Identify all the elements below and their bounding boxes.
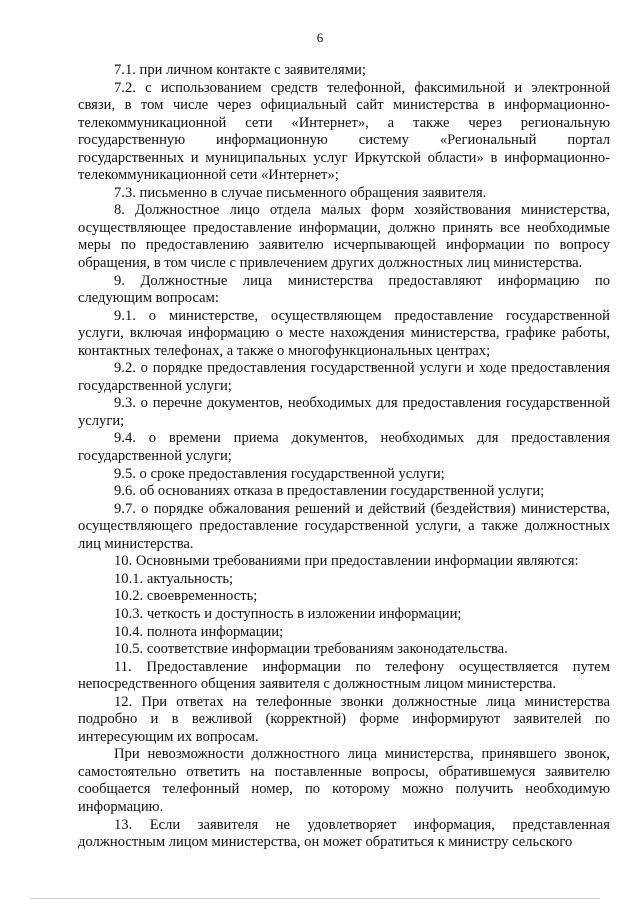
- paragraph-12: 12. При ответах на телефонные звонки должностные лица министерства подробно и в вежливой (корректной) форме информируют заявителей по интересующим их вопросам.: [78, 693, 610, 745]
- paragraph-9-6: 9.6. об основаниях отказа в предоставлении государственной услуги;: [114, 483, 545, 500]
- paragraph-10-3: 10.3. четкость и доступность в изложении информации;: [114, 605, 462, 622]
- paragraph-9-5: 9.5. о сроке предоставления государственной услуги;: [114, 465, 445, 482]
- paragraph-9: 9. Должностные лица министерства предоставляют информацию по следующим вопросам:: [78, 272, 610, 307]
- paragraph-10: 10. Основными требованиями при предоставлении информации являются:: [114, 553, 579, 570]
- paragraph-8: 8. Должностное лицо отдела малых форм хозяйствования министерства, осуществляющее предоставление информации, должно принять все необходимые меры по предоставлению заявителю исчерпывающей информации по вопросу обращения, в том числе с привлечением других должностных лиц министерства.: [78, 202, 610, 272]
- paragraph-7-3: 7.3. письменно в случае письменного обращения заявителя.: [114, 184, 487, 201]
- page-number: 6: [316, 30, 324, 45]
- paragraph-7-1: 7.1. при личном контакте с заявителями;: [114, 62, 366, 78]
- paragraph-13: 13. Если заявителя не удовлетворяет информация, представленная должностным лицом министерства, он может обратиться к министру сельского: [78, 816, 610, 851]
- paragraph-7-2: 7.2. с использованием средств телефонной, факсимильной и электронной связи, в том числе через официальный сайт министерства в информационно-телекоммуникационной сети «Интернет», а также через региональную государственную информационную систему «Региональный портал государственных и муниципальных услуг Иркутской области» в информационно-телекоммуникационной сети «Интернет»;: [78, 79, 610, 184]
- document-body: [78, 62, 610, 852]
- paragraph-10-1: 10.1. актуальность;: [114, 570, 234, 587]
- paragraph-9-2: 9.2. о порядке предоставления государственной услуги и ходе предоставления государственной услуги;: [78, 360, 610, 394]
- bottom-edge-rule: [30, 898, 600, 899]
- paragraph-9-3: 9.3. о перечне документов, необходимых для предоставления государственной услуги;: [78, 395, 610, 429]
- paragraph-10-2: 10.2. своевременность;: [114, 588, 258, 605]
- paragraph-10-4: 10.4. полнота информации;: [114, 623, 284, 640]
- paragraph-9-1: 9.1. о министерстве, осуществляющем предоставление государственной услуги, включая информацию о месте нахождения министерства, графике работы, контактных телефонах, а также о многофункциональных центрах;: [78, 307, 610, 359]
- paragraph-11: 11. Предоставление информации по телефону осуществляется путем непосредственного общения заявителя с должностным лицом министерства.: [78, 658, 610, 693]
- paragraph-10-5: 10.5. соответствие информации требованиям законодательства.: [114, 641, 508, 658]
- paragraph-9-7: 9.7. о порядке обжалования решений и действий (бездействия) министерства, осуществляющего предоставление государственной услуги, а также должностных лиц министерства.: [78, 500, 610, 552]
- paragraph-9-4: 9.4. о времени приема документов, необходимых для предоставления государственной услуги;: [78, 430, 610, 465]
- paragraph-12-continued: При невозможности должностного лица министерства, принявшего звонок, самостоятельно ответить на поставленные вопросы, обратившемуся заявителю сообщается телефонный номер, по которому можно получить необходимую информацию.: [78, 746, 610, 815]
